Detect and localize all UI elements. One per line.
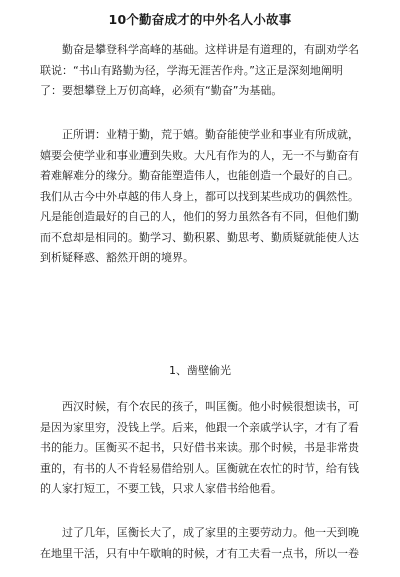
paragraph-line: 过了几年，匡衡长大了，成了家里的主要劳动力。他一天到晚 xyxy=(62,526,359,539)
paragraph-line: 西汉时候，有个农民的孩子，叫匡衡。他小时候很想读书，可 xyxy=(62,400,359,413)
paragraph-line: 嬉要会使学业和事业遭到失败。大凡有作为的人，无一不与勤奋有 xyxy=(40,149,359,162)
document-title: 10个勤奋成才的中外名人小故事 xyxy=(108,12,292,27)
paragraph-line: 了：要想攀登上万仞高峰，必须有“勤奋”为基础。 xyxy=(40,84,283,97)
paragraph-line: 书的能力。匡衡买不起书，只好借书来读。那个时候，书是非常贵 xyxy=(40,441,359,454)
paragraph-line: 勤奋是攀登科学高峰的基础。这样讲是有道理的，有副劝学名 xyxy=(62,43,359,56)
paragraph-line: 在地里干活，只有中午歇晌的时候，才有工夫看一点书，所以一卷 xyxy=(40,547,359,560)
paragraph-line: 是因为家里穷，没钱上学。后来，他跟一个亲戚学认字，才有了看 xyxy=(40,421,359,434)
paragraph-line: 正所谓：业精于勤，荒于嬉。勤奋能使学业和事业有所成就， xyxy=(62,128,359,141)
paragraph-line: 而不怠却是相同的。勤学习、勤积累、勤思考、勤质疑就能使人达 xyxy=(40,231,359,244)
paragraph-line: 着难解难分的缘分。勤奋能塑造伟人，也能创造一个最好的自己。 xyxy=(40,169,359,182)
paragraph-line: 我们从古今中外卓越的伟人身上，都可以找到某些成功的偶然性。 xyxy=(40,190,359,203)
paragraph-line: 凡是能创造最好的自己的人，他们的努力虽然各有不同，但他们勤 xyxy=(40,210,359,223)
paragraph-line: 的人家打短工，不要工钱，只求人家借书给他看。 xyxy=(40,482,282,495)
section-title: 1、凿壁偷光 xyxy=(169,364,231,377)
paragraph-line: 联说：“书山有路勤为径，学海无涯苦作舟。”这正是深刻地阐明 xyxy=(40,64,343,77)
paragraph-line: 重的，有书的人不肯轻易借给别人。匡衡就在农忙的时节，给有钱 xyxy=(40,462,359,475)
paragraph-line: 到析疑释惑、豁然开朗的境界。 xyxy=(40,251,194,264)
